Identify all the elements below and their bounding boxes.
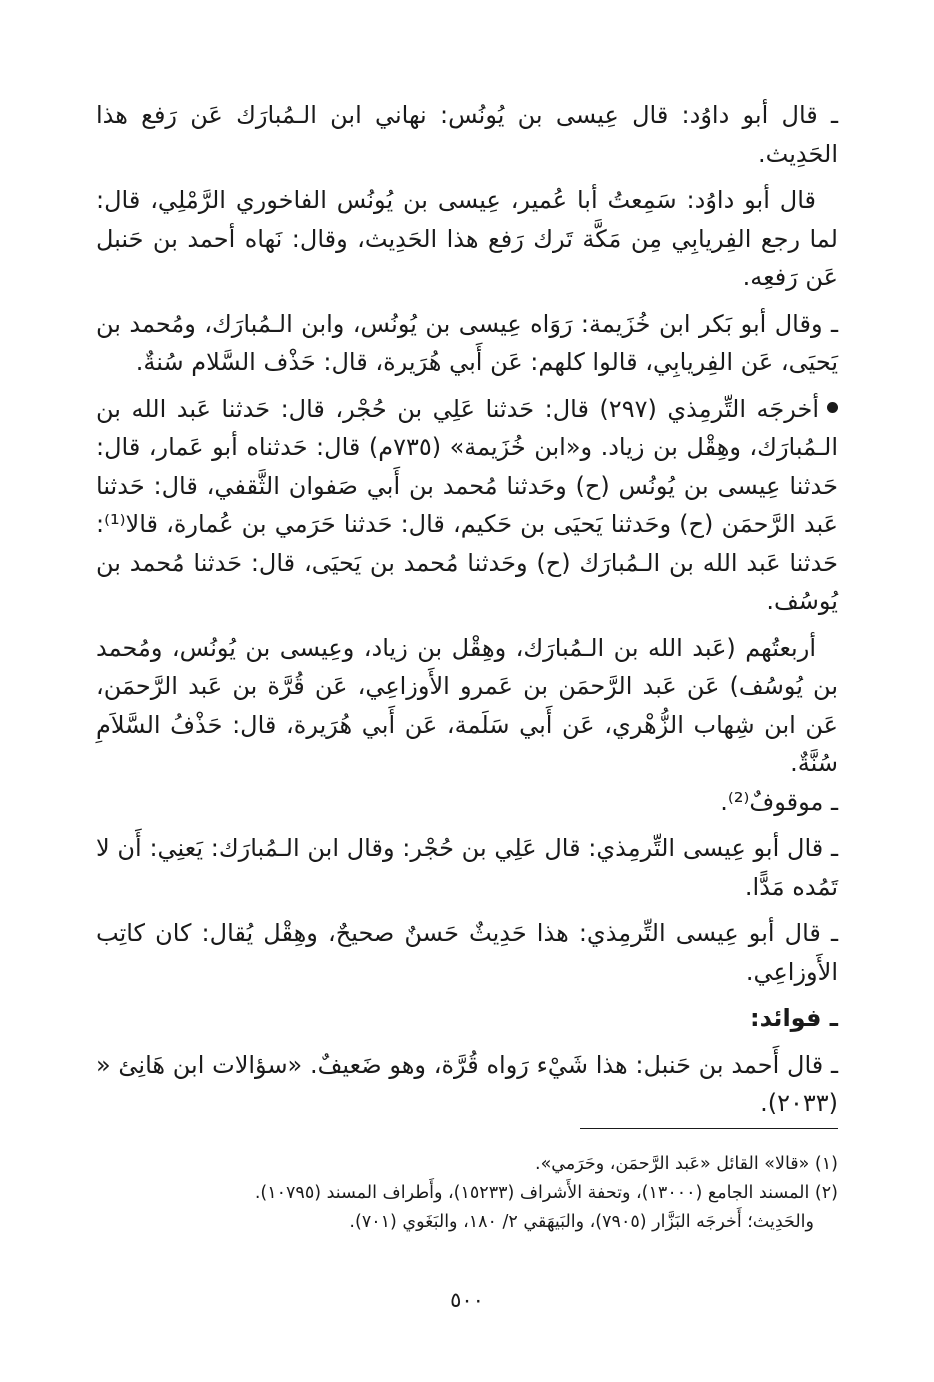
paragraph-takhrij <box>96 390 838 621</box>
paragraph-7: ـ قال أبو عِيسى التِّرمِذي: قال عَلِي بن حُجْر: وقال ابن الـمُبارَك: يَعنِي: أَن لا تَمُده مَدًّا. <box>96 834 838 901</box>
paragraph-5: أربعتُهم (عَبد الله بن الـمُبارَك، وهِقْل بن زياد، وعِيسى بن يُونُس، ومُحمد بن يُوسُف) عَن عَبد الرَّحمَن بن عَمرو الأَوزاعِي، عَن قُرَّة بن عَبد الرَّحمَن، عَن ابن شِهاب الزُّهْري، عَن أَبي سَلَمة، عَن أَبي هُرَيرة، قال: حَذْفُ السَّلاَمِ سُنَّةٌ. <box>96 633 838 777</box>
page-number: ٥٠٠ <box>450 1288 484 1312</box>
paragraph-1: ـ قال أبو داوُد: قال عِيسى بن يُونُس: نهاني ابن الـمُبارَك عَن رَفع هذا الحَدِيث. <box>96 101 838 168</box>
bullet-icon <box>827 402 838 413</box>
paragraph-3: ـ وقال أبو بَكر ابن خُزَيمة: رَوَاه عِيسى بن يُونُس، وابن الـمُبارَك، ومُحمد بن يَحيَى، عَن الفِريابِي، قالوا كلهم: عَن أَبي هُرَيرة، قال: حَذْف السَّلام سُنةٌ. <box>96 309 838 376</box>
fawaid-heading: ـ فوائد: <box>749 1004 838 1032</box>
footnote-2: (٢) المسند الجامع (١٣٠٠٠)، وتحفة الأَشراف (١٥٢٣٣)، وأَطراف المسند (١٠٧٩٥). <box>254 1183 838 1203</box>
paragraph-8: ـ قال أبو عِيسى التِّرمِذي: هذا حَدِيثٌ حَسنٌ صحيحٌ، وهِقْل يُقال: كان كاتِب الأَوزاعِي. <box>96 919 838 986</box>
paragraph-10: ـ قال أَحمد بن حَنبل: هذا شَيْء رَواه قُرَّة، وهو ضَعيفٌ. «سؤالات ابن هَانِئ « (٢٠٣٣). <box>96 1050 838 1117</box>
footnotes <box>96 1150 838 1237</box>
footnote-divider <box>580 1128 838 1129</box>
main-text <box>96 96 838 1123</box>
footnote-2-continued: والحَدِيث؛ أَخرجَه البَزَّار (٧٩٠٥)، والبَيهَقي ٢/ ١٨٠، والبَغَوي (٧٠١). <box>349 1212 814 1232</box>
paragraph-mawquf: ـ موقوفٌ⁽²⁾. <box>720 787 838 816</box>
paragraph-2: قال أبو داوُد: سَمِعتُ أبا عُمير، عِيسى بن يُونُس الفاخوري الرَّمْلِي، قال: لما رجع الفِريابِي مِن مَكَّة تَرك رَفع هذا الحَدِيث، وقال: نَهاه أحمد بن حَنبل عَن رَفعِه. <box>96 186 838 291</box>
takhrij-text: أخرجَه التِّرمِذي (٢٩٧) قال: حَدثنا عَلِي بن حُجْر، قال: حَدثنا عَبد الله بن الـمُبارَك، وهِقْل بن زياد. و«ابن خُزَيمة» (٧٣٥م) قال: حَدثناه أبو عَمار، قال: حَدثنا عِيسى بن يُونُس (ح) وحَدثنا مُحمد بن أَبي صَفوان الثَّقفي، قال: حَدثنا عَبد الرَّحمَن (ح) وحَدثنا يَحيَى بن حَكيم، قال: حَدثنا حَرَمي بن عُمارة، قالا⁽¹⁾: حَدثنا عَبد الله بن الـمُبارَك (ح) وحَدثنا مُحمد بن يَحيَى، قال: حَدثنا مُحمد بن يُوسُف. <box>96 394 838 615</box>
footnote-1: (١) «قالا» القائل «عَبد الرَّحمَن، وحَرَمي». <box>535 1154 838 1174</box>
